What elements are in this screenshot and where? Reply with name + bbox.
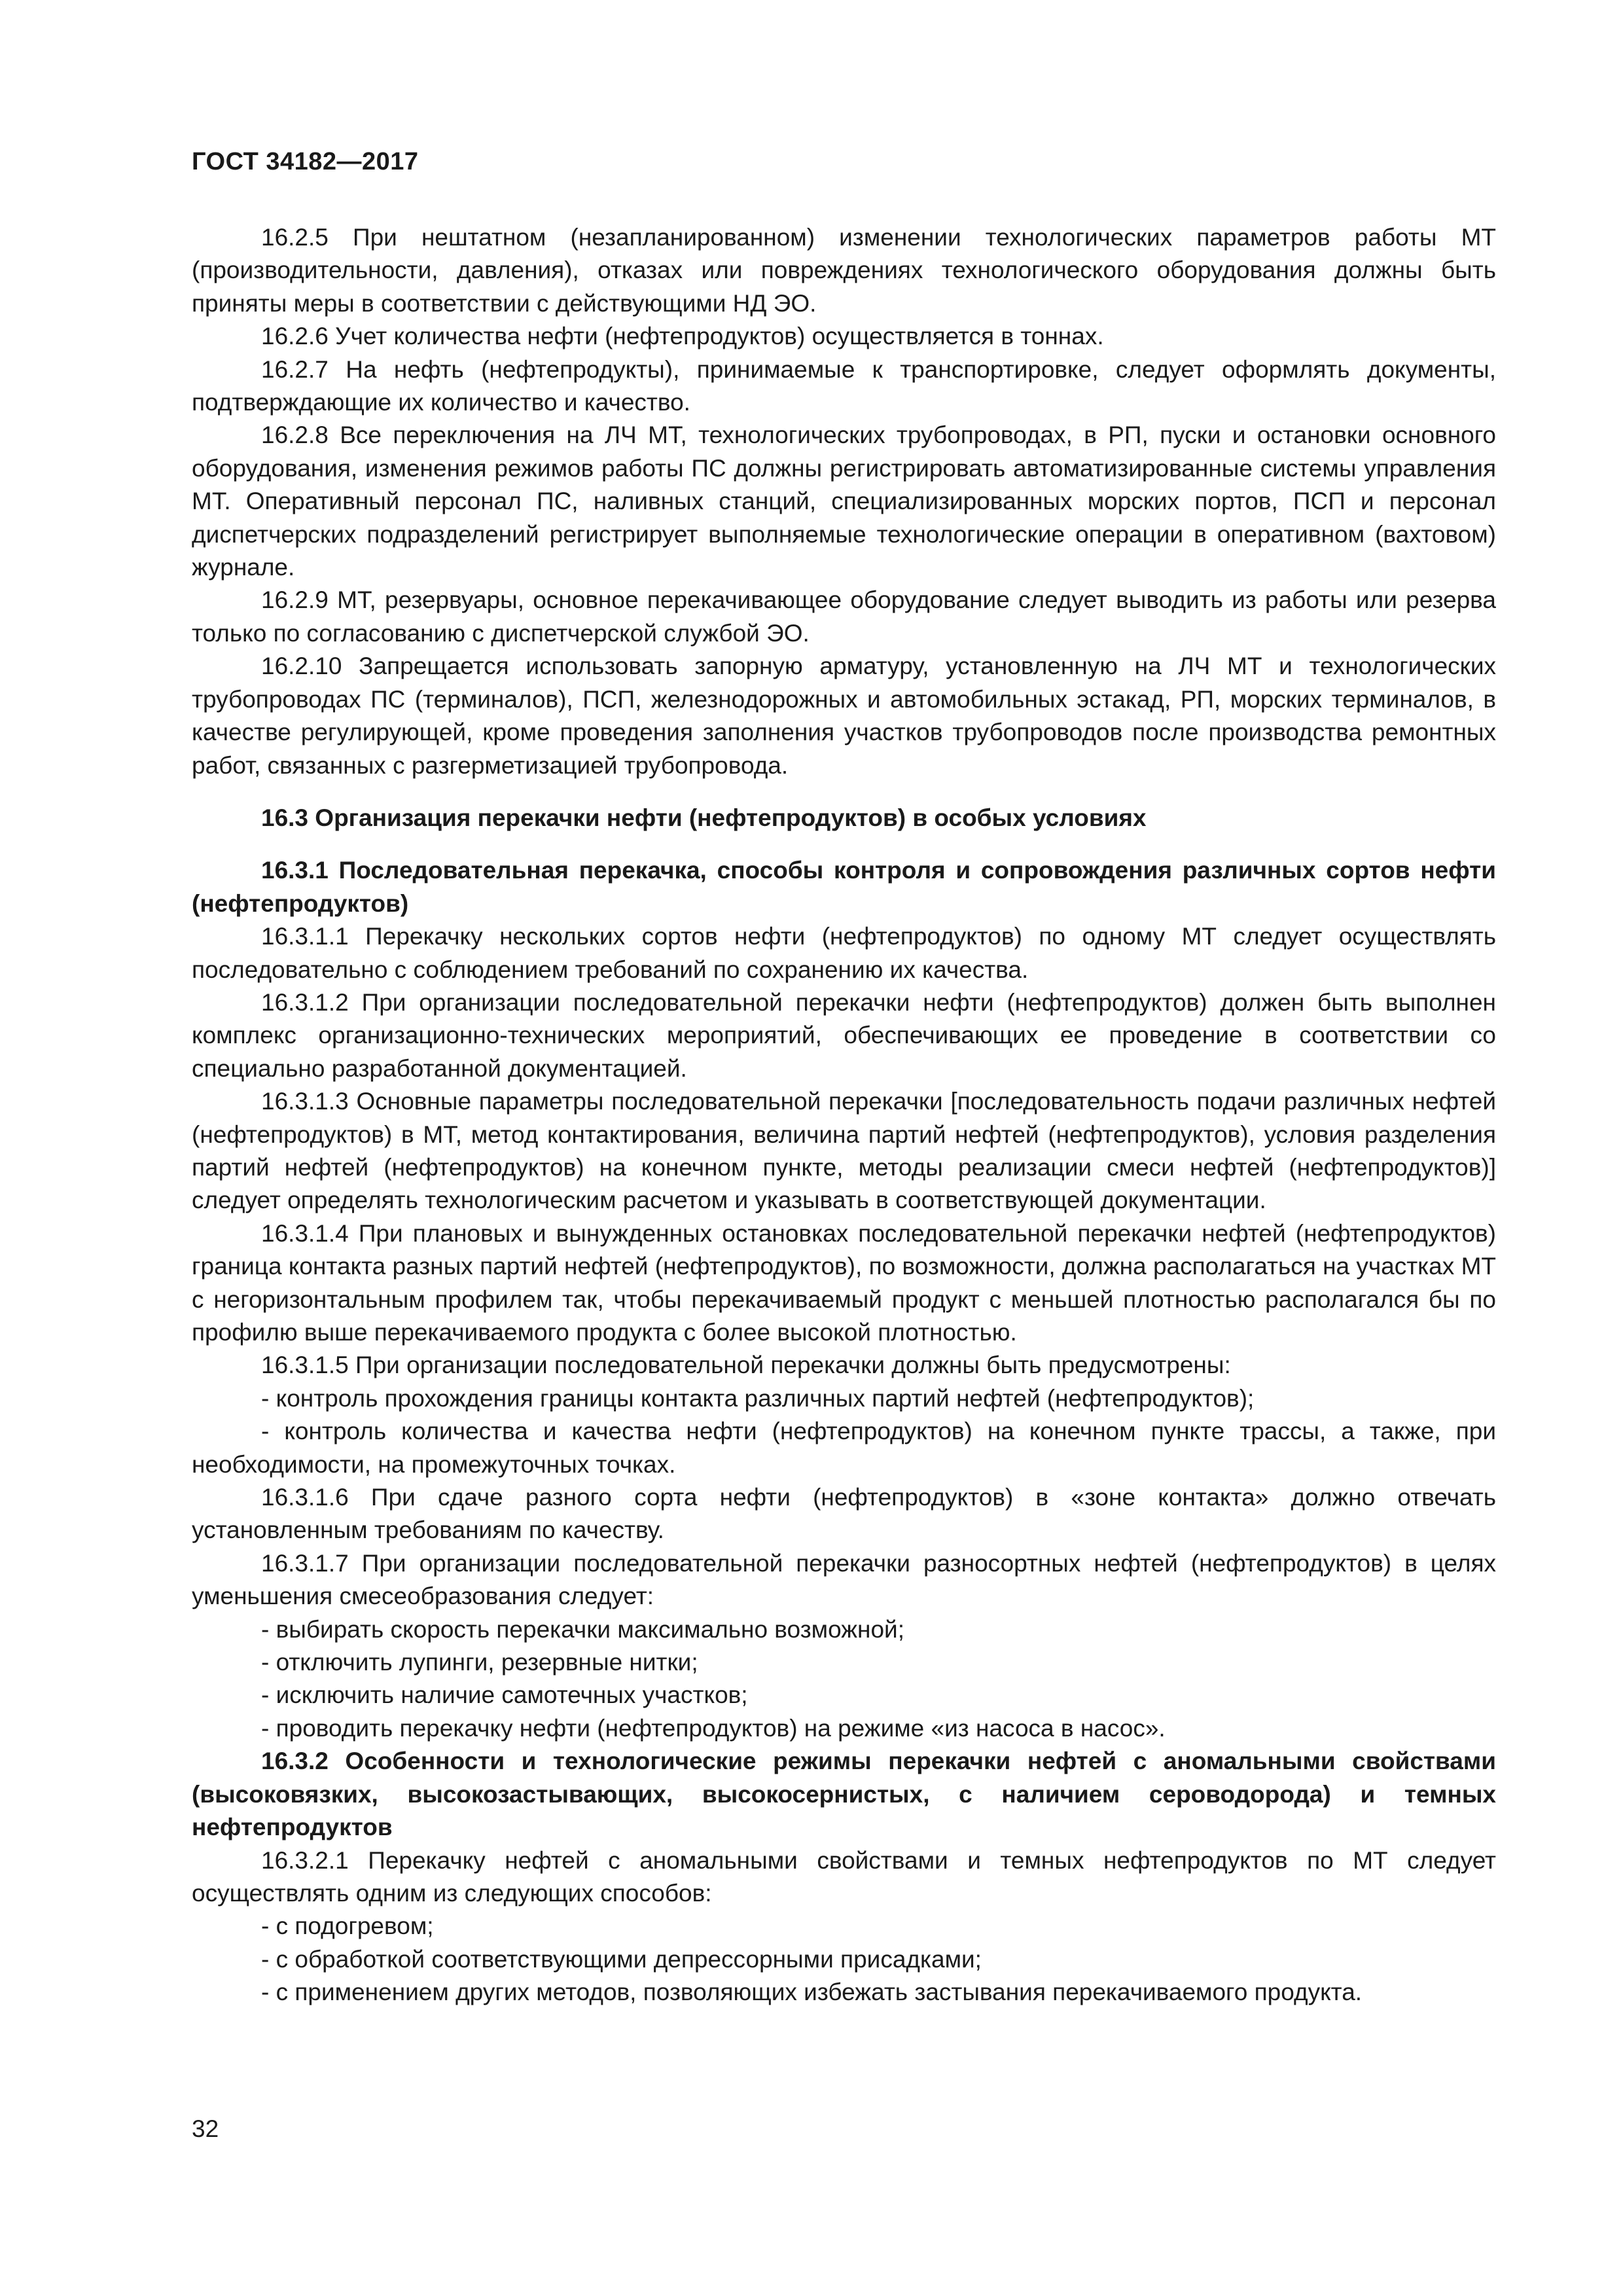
page-number: 32 (192, 2115, 219, 2142)
document-code-header: ГОСТ 34182—2017 (192, 148, 419, 175)
subsection-heading-16-3-1: 16.3.1 Последовательная перекачка, способы контроля и сопровождения различных сортов нефти (нефтепродуктов) (192, 857, 1496, 917)
list-item: - выбирать скорость перекачки максимально возможной; (261, 1615, 904, 1643)
list-item: - проводить перекачку нефти (нефтепродуктов) на режиме «из насоса в насос». (261, 1714, 1166, 1742)
section-heading-16-3: 16.3 Организация перекачки нефти (нефтепродуктов) в особых условиях (261, 804, 1147, 831)
paragraph-16-3-1-4: 16.3.1.4 При плановых и вынужденных остановках последовательной перекачки нефтей (нефтепродуктов) граница контакта разных партий нефтей (нефтепродуктов), по возможности, должна располагаться на участках МТ с негоризонтальным профилем так, чтобы перекачиваемый продукт с меньшей плотностью располагался бы по профилю выше перекачиваемого продукта с более высокой плотностью. (192, 1219, 1496, 1346)
list-item: - исключить наличие самотечных участков; (261, 1681, 748, 1709)
subsection-heading-16-3-2: 16.3.2 Особенности и технологические режимы перекачки нефтей с аномальными свойствами (высоковязких, высокозастывающих, высокосернистых, с наличием сероводорода) и темных нефтепродуктов (192, 1748, 1496, 1841)
paragraph-16-2-7: 16.2.7 На нефть (нефтепродукты), принимаемые к транспортировке, следует оформлять документы, подтверждающие их количество и качество. (192, 355, 1496, 416)
paragraph-16-2-8: 16.2.8 Все переключения на ЛЧ МТ, технологических трубопроводах, в РП, пуски и остановки основного оборудования, изменения режимов работы ПС должны регистрировать автоматизированные системы управления МТ. Оперативный персонал ПС, наливных станций, специализированных морских портов, ПСП и персонал диспетчерских подразделений регистрирует выполняемые технологические операции в оперативном (вахтовом) журнале. (192, 422, 1496, 581)
paragraph-16-2-9: 16.2.9 МТ, резервуары, основное перекачивающее оборудование следует выводить из работы или резерва только по согласованию с диспетчерской службой ЭО. (192, 586, 1496, 647)
paragraph-16-3-1-2: 16.3.1.2 При организации последовательной перекачки нефти (нефтепродуктов) должен быть выполнен комплекс организационно-технических мероприятий, обеспечивающих ее проведение в соответствии со специально разработанной документацией. (192, 988, 1496, 1082)
document-body (192, 221, 1496, 2009)
list-item: - с применением других методов, позволяющих избежать застывания перекачиваемого продукта. (261, 1979, 1363, 2006)
list-item: - контроль количества и качества нефти (нефтепродуктов) на конечном пункте трассы, а также, при необходимости, на промежуточных точках. (192, 1418, 1496, 1478)
paragraph-16-3-1-1: 16.3.1.1 Перекачку нескольких сортов нефти (нефтепродуктов) по одному МТ следует осуществлять последовательно с соблюдением требований по сохранению их качества. (192, 923, 1496, 983)
paragraph-16-2-10: 16.2.10 Запрещается использовать запорную арматуру, установленную на ЛЧ МТ и технологических трубопроводах ПС (терминалов), ПСП, железнодорожных и автомобильных эстакад, РП, морских терминалов, в качестве регулирующей, кроме проведения заполнения участков трубопроводов после производства ремонтных работ, связанных с разгерметизацией трубопровода. (192, 653, 1496, 779)
paragraph-16-3-1-5: 16.3.1.5 При организации последовательной перекачки должны быть предусмотрены: (261, 1352, 1231, 1379)
list-item: - с подогревом; (261, 1912, 434, 1940)
paragraph-16-2-6: 16.2.6 Учет количества нефти (нефтепродуктов) осуществляется в тоннах. (261, 323, 1104, 350)
list-item: - с обработкой соответствующими депрессорными присадками; (261, 1945, 982, 1973)
paragraph-16-3-1-3: 16.3.1.3 Основные параметры последовательной перекачки [последовательность подачи различных нефтей (нефтепродуктов) в МТ, метод контактирования, величина партий нефтей (нефтепродуктов), условия разделения партий нефтей (нефтепродуктов) на конечном пункте, методы реализации смеси нефтей (нефтепродуктов)] следует определять технологическим расчетом и указывать в соответствующей документации. (192, 1088, 1496, 1214)
list-item: - отключить лупинги, резервные нитки; (261, 1649, 698, 1676)
paragraph-16-3-2-1: 16.3.2.1 Перекачку нефтей с аномальными свойствами и темных нефтепродуктов по МТ следует осуществлять одним из следующих способов: (192, 1846, 1496, 1907)
paragraph-16-3-1-7: 16.3.1.7 При организации последовательной перекачки разносортных нефтей (нефтепродуктов) в целях уменьшения смесеобразования следует: (192, 1549, 1496, 1610)
paragraph-16-2-5: 16.2.5 При нештатном (незапланированном) изменении технологических параметров работы МТ (производительности, давления), отказах или повреждениях технологического оборудования должны быть приняты меры в соответствии с действующими НД ЭО. (192, 224, 1496, 317)
paragraph-16-3-1-6: 16.3.1.6 При сдаче разного сорта нефти (нефтепродуктов) в «зоне контакта» должно отвечать установленным требованиям по качеству. (192, 1484, 1496, 1544)
list-item: - контроль прохождения границы контакта различных партий нефтей (нефтепродуктов); (261, 1384, 1255, 1412)
